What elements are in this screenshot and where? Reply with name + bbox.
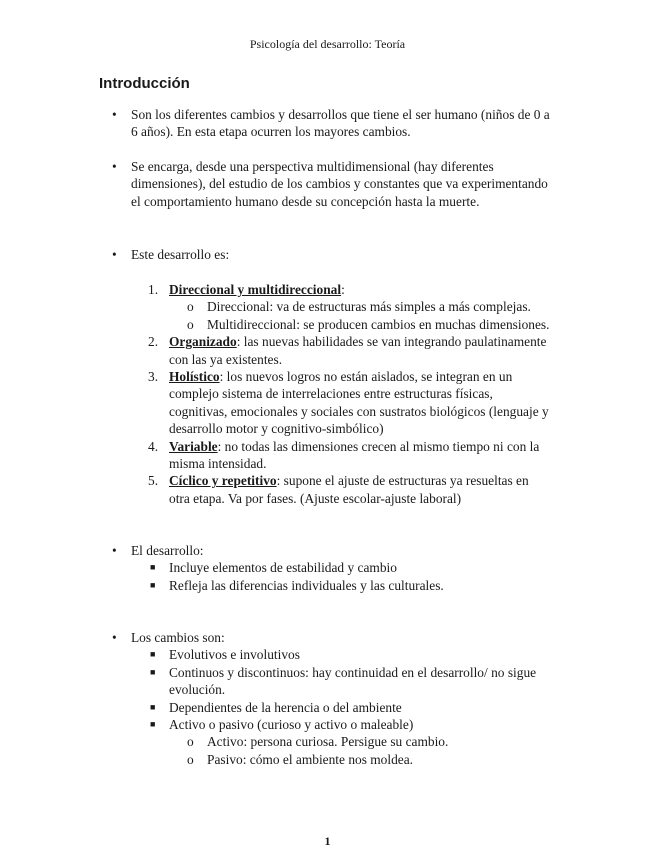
bullet-text: El desarrollo: — [131, 543, 204, 558]
bullet-icon: • — [112, 247, 117, 262]
bullet-icon: • — [112, 159, 117, 174]
bullet-icon: • — [112, 543, 117, 558]
square-bullet-icon: ■ — [150, 719, 156, 730]
square-bullet-icon: ■ — [150, 579, 156, 590]
bullet-item-scope — [0, 158, 655, 210]
item-number: 1. — [148, 282, 159, 297]
sub-item — [0, 298, 655, 315]
square-item — [0, 664, 655, 699]
item-number: 4. — [148, 438, 159, 454]
square-item-text: Activo o pasivo (curioso y activo o maleable) — [169, 717, 414, 733]
page-number: 1 — [324, 834, 331, 848]
square-item-text: Evolutivos e involutivos — [169, 647, 300, 663]
numbered-item — [0, 472, 655, 507]
circle-bullet-icon: o — [187, 751, 194, 767]
sub-item-text: Pasivo: cómo el ambiente nos moldea. — [207, 751, 414, 767]
circle-bullet-icon: o — [187, 299, 194, 315]
item-number: 5. — [148, 473, 159, 489]
numbered-list — [0, 281, 655, 507]
square-item-text: Continuos y discontinuos: hay continuidad en el desarrollo/ no sigue evolución. — [169, 664, 537, 698]
numbered-item — [0, 281, 655, 298]
item-term: Organizado — [169, 334, 237, 350]
square-item-text: Refleja las diferencias individuales y las culturales. — [169, 577, 444, 593]
bullet-text: Los cambios son: — [131, 630, 225, 645]
sub-item — [0, 316, 655, 333]
bullet-item-el-desarrollo — [0, 542, 655, 594]
bullet-icon: • — [112, 630, 117, 645]
sub-item — [0, 733, 655, 750]
item-term: Direccional y multidireccional — [169, 282, 342, 297]
square-item-text: Incluye elementos de estabilidad y cambio — [169, 560, 397, 576]
square-item — [0, 716, 655, 733]
square-bullet-icon: ■ — [150, 562, 156, 573]
square-item — [0, 559, 655, 576]
square-bullet-icon: ■ — [150, 701, 156, 712]
sub-item-text: Activo: persona curiosa. Persigue su cambio. — [207, 734, 449, 750]
sub-item-text: Direccional: va de estructuras más simples a más complejas. — [207, 299, 531, 315]
section-title: Introducción — [99, 75, 190, 92]
bullet-text: Se encarga, desde una perspectiva multidimensional (hay diferentes dimensiones), del estudio de los cambios y constantes que va experimentando el comportamiento humano desde su concepción hasta la muerte. — [131, 159, 548, 209]
item-rest: : los nuevos logros no están aislados, se integran en un complejo sistema de interrelaciones entre estructuras físicas, cognitivas, emocionales y sociales con sustratos biológicos (lenguaje y desarrollo motor y cognitivo-simbólico) — [169, 369, 549, 437]
item-rest: : — [341, 282, 345, 297]
numbered-item — [0, 438, 655, 473]
circle-bullet-icon: o — [187, 316, 194, 332]
bullet-item-cambios — [0, 629, 655, 768]
item-term: Cíclico y repetitivo — [169, 473, 277, 489]
square-bullet-icon: ■ — [150, 666, 156, 677]
item-term: Holístico — [169, 369, 220, 385]
item-number: 3. — [148, 369, 159, 385]
item-rest: : las nuevas habilidades se van integrando paulatinamente con las ya existentes. — [169, 334, 547, 367]
circle-bullet-icon: o — [187, 734, 194, 750]
square-bullet-icon: ■ — [150, 649, 156, 660]
square-item-text: Dependientes de la herencia o del ambiente — [169, 699, 402, 715]
bullet-item-definition — [0, 106, 655, 141]
numbered-item — [0, 368, 655, 438]
bullet-text: Son los diferentes cambios y desarrollos que tiene el ser humano (niños de 0 a 6 años). En esta etapa ocurren los mayores cambios. — [131, 107, 550, 140]
item-rest: : supone el ajuste de estructuras ya resueltas en otra etapa. Va por fases. (Ajuste escolar-ajuste laboral) — [169, 473, 529, 506]
numbered-item — [0, 333, 655, 368]
item-rest: : no todas las dimensiones crecen al mismo tiempo ni con la misma intensidad. — [169, 438, 540, 472]
item-number: 2. — [148, 334, 159, 350]
bullet-item-development — [0, 246, 655, 263]
bullet-icon: • — [112, 107, 117, 122]
sub-item — [0, 751, 655, 768]
item-term: Variable — [169, 438, 218, 454]
bullet-text: Este desarrollo es: — [131, 247, 230, 262]
square-item — [0, 646, 655, 663]
page-header: Psicología del desarrollo: Teoría — [249, 37, 406, 51]
sub-item-text: Multidireccional: se producen cambios en muchas dimensiones. — [207, 316, 550, 332]
square-item — [0, 699, 655, 716]
square-item — [0, 577, 655, 594]
